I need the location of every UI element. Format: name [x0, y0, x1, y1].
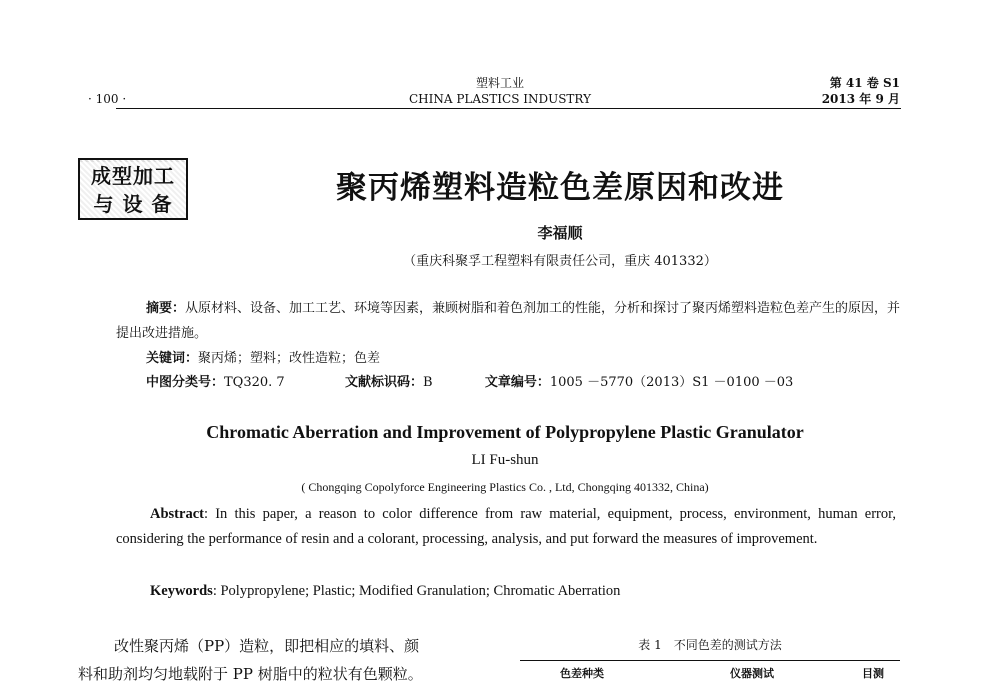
article-title-en: Chromatic Aberration and Improvement of Polypropylene Plastic Granulator: [206, 422, 804, 442]
table-top-rule: [520, 660, 900, 661]
author-en: LI Fu-shun: [471, 452, 539, 468]
doc-code-value: B: [423, 375, 433, 390]
keywords-cn-label: 关键词：: [146, 351, 199, 366]
doc-code-label: 文献标识码：: [344, 375, 423, 390]
article-number-value: 1005 －5770（2013）S1 －0100 －03: [549, 375, 794, 390]
keywords-en-label: Keywords: [150, 583, 213, 599]
abstract-cn-text: 从原材料、设备、加工工艺、环境等因素，兼顾树脂和着色剂加工的性能，分析和探讨了聚丙烯塑料造粒色差产生的原因，并提出改进措施。: [116, 301, 901, 341]
keywords-en: [150, 583, 620, 600]
abstract-en-text: : In this paper, a reason to color difference from raw material, equipment, process, environment, human error, considering the performance of resin and a colorant, processing, analysis, and put forward the measures of improvement.: [116, 506, 896, 547]
body-paragraph-cn: [78, 632, 508, 688]
affiliation-cn: （重庆科聚孚工程塑料有限责任公司，重庆 401332）: [403, 254, 717, 269]
body-line-2: 料和助剂均匀地载附于 PP 树脂中的粒状有色颗粒。: [78, 665, 423, 683]
keywords-cn-text: 聚丙烯；塑料；改性造粒；色差: [198, 351, 381, 366]
column-badge-line1: 成型加工: [80, 162, 186, 190]
abstract-cn: [116, 296, 901, 346]
keywords-cn: [146, 346, 380, 371]
column-badge-line2: 与 设 备: [80, 190, 186, 218]
table-header-color-type: 色差种类: [560, 667, 604, 680]
body-line-1: 改性聚丙烯（PP）造粒，即把相应的填料、颜: [114, 637, 420, 655]
abstract-cn-label: 摘要：: [146, 301, 186, 316]
volume-info: 第 41 卷 S1: [829, 76, 900, 90]
abstract-en: [116, 502, 896, 552]
clc-value: TQ320. 7: [224, 375, 285, 390]
page-number: · 100 ·: [88, 92, 127, 106]
issue-date: 2013 年 9 月: [821, 92, 900, 106]
journal-title-en: CHINA PLASTICS INDUSTRY: [408, 92, 592, 106]
clc-label: 中图分类号：: [146, 375, 225, 390]
article-number-label: 文章编号：: [484, 375, 550, 390]
keywords-en-text: : Polypropylene; Plastic; Modified Granulation; Chromatic Aberration: [212, 583, 621, 599]
abstract-en-label: Abstract: [150, 506, 204, 522]
column-badge: [78, 158, 188, 220]
header-rule: [116, 108, 901, 109]
table-caption: 表 1 不同色差的测试方法: [638, 638, 782, 652]
table-header-visual-test: 目测: [862, 667, 884, 680]
classification-row: [146, 370, 906, 395]
table-header-instrument-test: 仪器测试: [730, 667, 774, 680]
article-title-cn: 聚丙烯塑料造粒色差原因和改进: [336, 170, 784, 206]
author-cn: 李福顺: [537, 224, 583, 242]
journal-title-cn: 塑料工业: [475, 76, 524, 90]
affiliation-en: ( Chongqing Copolyforce Engineering Plastics Co. , Ltd, Chongqing 401332, China): [301, 480, 709, 494]
